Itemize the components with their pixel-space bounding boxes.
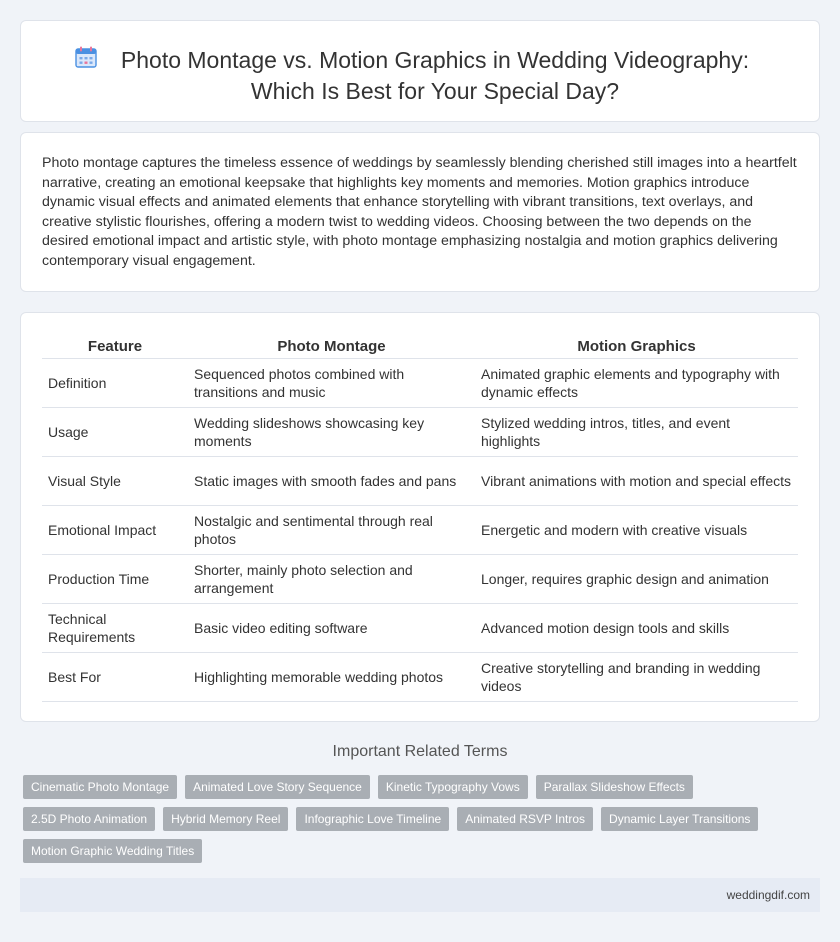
table-row <box>42 456 798 505</box>
page-title: Photo Montage vs. Motion Graphics in Wedding Videography: Which Is Best for Your Special Day? <box>120 47 750 104</box>
intro-paragraph: Photo montage captures the timeless essence of weddings by seamlessly blending cherished still images into a heartfelt narrative, creating an emotional keepsake that highlights key moments and memories. Motion graphics introduce dynamic visual effects and animated elements that enhance storytelling with vibrant transitions, text overlays, and creative stylistic flourishes, offering a modern twist to wedding videos. Choosing between the two depends on the desired emotional impact and artistic style, with photo montage emphasizing nostalgia and motion graphics delivering contemporary visual engagement. <box>42 155 797 269</box>
row-feature: Visual Style <box>42 456 188 505</box>
related-term-tag[interactable]: Cinematic Photo Montage <box>23 775 177 799</box>
related-term-tag[interactable]: Kinetic Typography Vows <box>378 775 528 799</box>
related-terms-heading: Important Related Terms <box>332 743 508 760</box>
intro-card <box>20 132 820 292</box>
related-term-tag[interactable]: Infographic Love Timeline <box>296 807 449 831</box>
row-photo-montage: Wedding slideshows showcasing key moments <box>188 407 475 456</box>
table-row <box>42 358 798 407</box>
row-motion-graphics: Advanced motion design tools and skills <box>475 603 798 652</box>
related-terms-list <box>23 775 783 863</box>
related-term-tag[interactable]: Animated RSVP Intros <box>457 807 593 831</box>
row-photo-montage: Nostalgic and sentimental through real photos <box>188 505 475 554</box>
related-term-tag[interactable]: Parallax Slideshow Effects <box>536 775 693 799</box>
related-term-tag[interactable]: Dynamic Layer Transitions <box>601 807 758 831</box>
row-feature: Technical Requirements <box>42 603 188 652</box>
row-photo-montage: Shorter, mainly photo selection and arrangement <box>188 554 475 603</box>
related-term-tag[interactable]: Animated Love Story Sequence <box>185 775 370 799</box>
table-row <box>42 407 798 456</box>
row-photo-montage: Static images with smooth fades and pans <box>188 456 475 505</box>
comparison-table <box>42 336 798 702</box>
related-term-tag[interactable]: 2.5D Photo Animation <box>23 807 155 831</box>
row-motion-graphics: Stylized wedding intros, titles, and event highlights <box>475 407 798 456</box>
row-motion-graphics: Longer, requires graphic design and animation <box>475 554 798 603</box>
table-header-row <box>42 336 798 358</box>
row-motion-graphics: Vibrant animations with motion and special effects <box>475 456 798 505</box>
header-photo-montage: Photo Montage <box>188 336 475 358</box>
row-feature: Emotional Impact <box>42 505 188 554</box>
row-motion-graphics: Energetic and modern with creative visuals <box>475 505 798 554</box>
comparison-table-card <box>20 312 820 722</box>
title-card <box>20 20 820 122</box>
table-row <box>42 652 798 701</box>
row-motion-graphics: Creative storytelling and branding in wedding videos <box>475 652 798 701</box>
table-row <box>42 505 798 554</box>
row-feature: Production Time <box>42 554 188 603</box>
row-feature: Definition <box>42 358 188 407</box>
related-term-tag[interactable]: Hybrid Memory Reel <box>163 807 288 831</box>
related-term-tag[interactable]: Motion Graphic Wedding Titles <box>23 839 202 863</box>
table-row <box>42 554 798 603</box>
row-feature: Usage <box>42 407 188 456</box>
row-photo-montage: Basic video editing software <box>188 603 475 652</box>
footer-site-name: weddingdif.com <box>726 888 810 902</box>
row-feature: Best For <box>42 652 188 701</box>
table-row <box>42 603 798 652</box>
header-motion-graphics: Motion Graphics <box>475 336 798 358</box>
row-photo-montage: Sequenced photos combined with transitions and music <box>188 358 475 407</box>
row-photo-montage: Highlighting memorable wedding photos <box>188 652 475 701</box>
header-feature: Feature <box>42 336 188 358</box>
footer <box>20 878 820 912</box>
row-motion-graphics: Animated graphic elements and typography with dynamic effects <box>475 358 798 407</box>
